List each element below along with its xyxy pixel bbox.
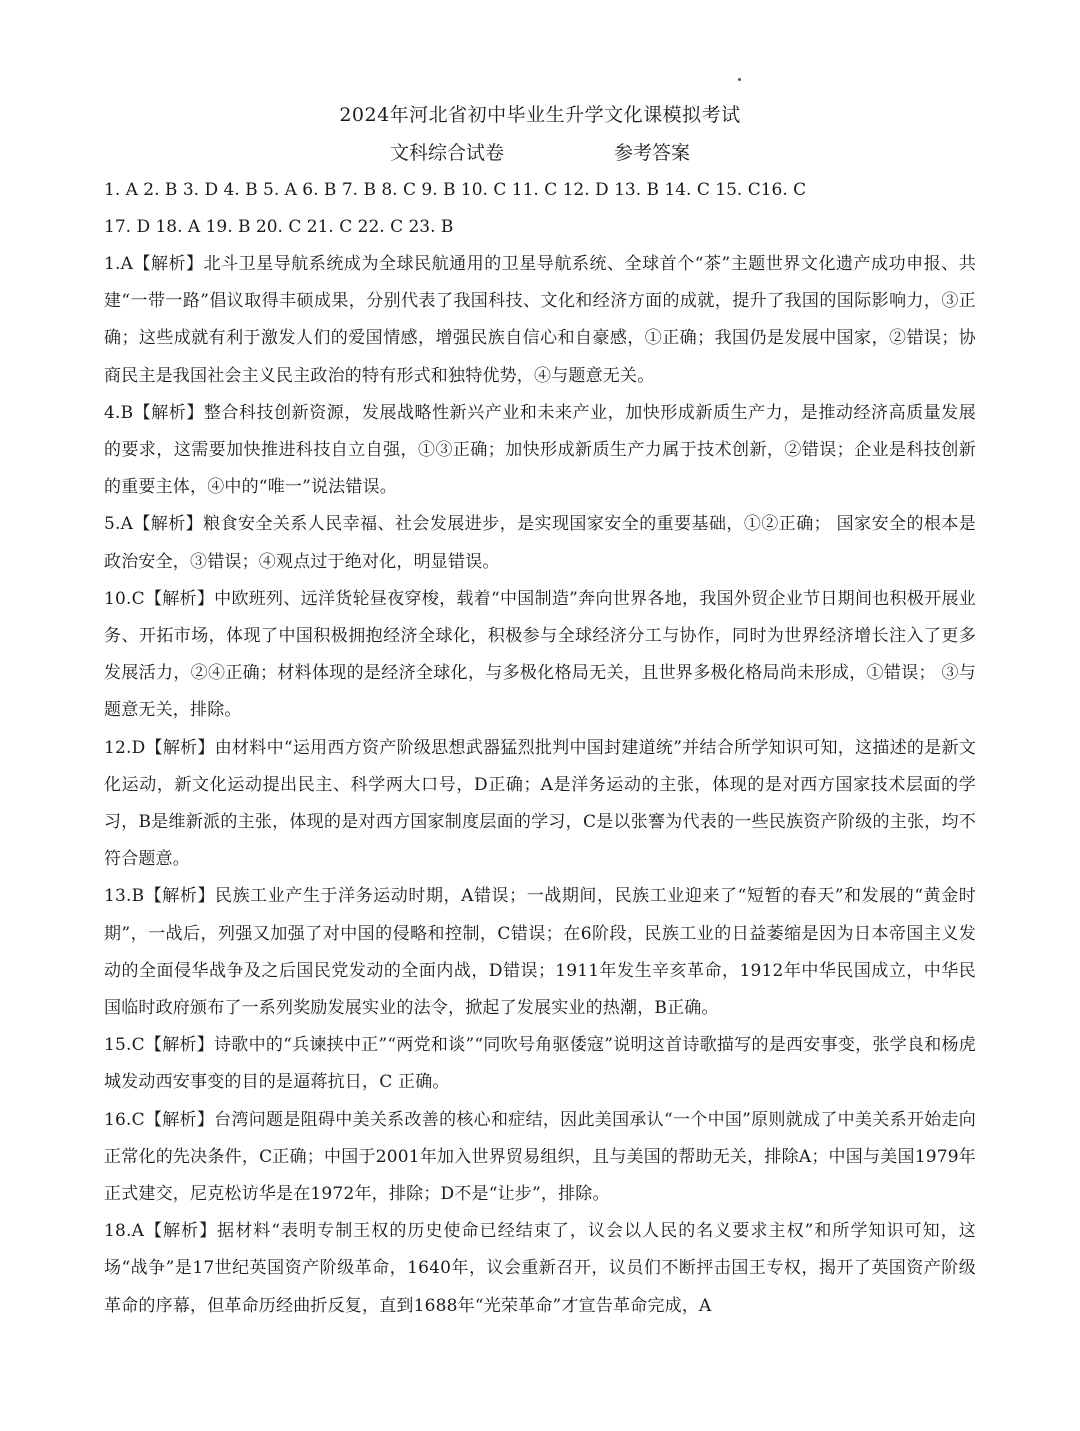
explanation-15: 15.C【解析】诗歌中的“兵谏挟中正”“两党和谈”“同吹号角驱倭寇”说明这首诗歌描写的是西安事变，张学良和杨虎城发动西安事变的目的是逼蒋抗日，C 正确。 [104,1035,976,1093]
explanation-18: 18.A【解析】据材料“表明专制王权的历史使命已经结束了，议会以人民的名义要求主权”和所学知识可知，这场“战争”是17世纪英国资产阶级革命，1640年，议会重新召开，议员们不断抨击国王专权，揭开了英国资产阶级革命的序幕，但革命历经曲折反复，直到1688年“光荣革命”才宣告革命完成，A [104,1221,976,1316]
explanation-10: 10.C【解析】中欧班列、远洋货轮昼夜穿梭，载着“中国制造”奔向世界各地，我国外贸企业节日期间也积极开展业务、开拓市场，体现了中国积极拥抱经济全球化，积极参与全球经济分工与协作，同时为世界经济增长注入了更多发展活力，②④正确；材料体现的是经济全球化，与多极化格局无关，且世界多极化格局尚未形成，①错误； ③与题意无关，排除。 [104,588,976,721]
answer-key-line-1: 1. A 2. B 3. D 4. B 5. A 6. B 7. B 8. C 9. B 10. C 11. C 12. D 13. B 14. C 15. C16. C [104,180,807,200]
explanation-1: 1.A【解析】北斗卫星导航系统成为全球民航通用的卫星导航系统、全球首个“茶”主题世界文化遗产成功申报、共建“一带一路”倡议取得丰硕成果，分别代表了我国科技、文化和经济方面的成就，提升了我国的国际影响力，③正确；这些成就有利于激发人们的爱国情感，增强民族自信心和自豪感，①正确；我国仍是发展中国家，②错误；协商民主是我国社会主义民主政治的特有形式和独特优势，④与题意无关。 [104,254,976,386]
explanation-4: 4.B【解析】整合科技创新资源，发展战略性新兴产业和未来产业，加快形成新质生产力，是推动经济高质量发展的要求，这需要加快推进科技自立自强，①③正确；加快形成新质生产力属于技术创新，②错误；企业是科技创新的重要主体，④中的“唯一”说法错误。 [104,402,976,498]
explanation-12: 12.D【解析】由材料中“运用西方资产阶级思想武器猛烈批判中国封建道统”并结合所学知识可知，这描述的是新文化运动，新文化运动提出民主、科学两大口号，D正确；A是洋务运动的主张，体现的是对西方国家技术层面的学习，B是维新派的主张，体现的是对西方国家制度层面的学习，C是以张謇为代表的一些民族资产阶级的主张，均不符合题意。 [104,737,976,870]
explanation-13: 13.B【解析】民族工业产生于洋务运动时期，A错误；一战期间，民族工业迎来了“短暂的春天”和发展的“黄金时期”，一战后，列强又加强了对中国的侵略和控制，C错误；在6阶段，民族工业的日益萎缩是因为日本帝国主义发动的全面侵华战争及之后国民党发动的全面内战，D错误；1911年发生辛亥革命，1912年中华民国成立，中华民国临时政府颁布了一系列奖励发展实业的法令，掀起了发展实业的热潮，B正确。 [104,886,976,1019]
scan-dot [738,78,741,81]
subtitle-exam-name: 文科综合试卷 [389,142,504,164]
page-subtitle [104,134,976,172]
subtitle-answer-label: 参考答案 [614,142,691,164]
explanation-16: 16.C【解析】台湾问题是阻碍中美关系改善的核心和症结，因此美国承认“一个中国”原则就成了中美关系开始走向正常化的先决条件，C正确；中国于2001年加入世界贸易组织，且与美国的帮助无关，排除A；中国与美国1979年正式建交，尼克松访华是在1972年，排除；D不是“让步”，排除。 [104,1109,977,1205]
explanation-5: 5.A【解析】粮食安全关系人民幸福、社会发展进步，是实现国家安全的重要基础，①②正确； 国家安全的根本是政治安全，③错误；④观点过于绝对化，明显错误。 [104,514,976,572]
page-title: 2024年河北省初中毕业生升学文化课模拟考试 [339,104,741,126]
answer-key-line-2: 17. D 18. A 19. B 20. C 21. C 22. C 23. B [104,217,454,237]
